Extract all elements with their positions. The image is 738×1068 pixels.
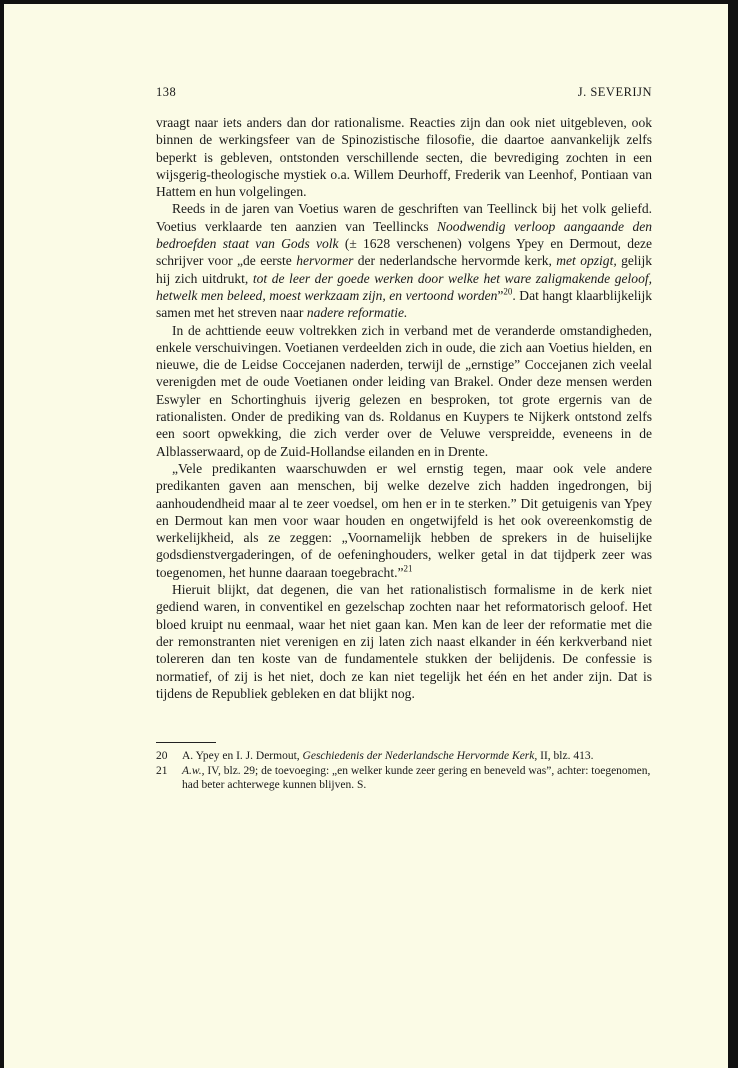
body-text xyxy=(156,114,652,702)
footnote-21: 21 A.w., IV, blz. 29; de toevoeging: „en welker kunde zeer gering en beneveld was”, achter: toegenomen, had beter achterwege kunnen blijven. S. xyxy=(156,764,651,792)
paragraph-2: Reeds in de jaren van Voetius waren de geschriften van Teellinck bij het volk geliefd. Voetius verklaarde ten aanzien van Teellincks Noodwendig verloop aangaande den bedroefden staat van Gods volk (± 1628 verschenen) volgens Ypey en Dermout, deze schrijver voor „de eerste hervormer der nederlandsche hervormde kerk, met opzigt, gelijk hij zich uitdrukt, tot de leer der goede werken door welke het ware zaligmakende geloof, hetwelk men beleed, moest werkzaam zijn, en vertoond worden”$^{20}$. Dat hangt klaarblijkelijk samen met het streven naar nadere reformatie. xyxy=(156,201,653,321)
paragraph-4: „Vele predikanten waarschuwden er wel ernstig tegen, maar ook vele andere predikanten gaven aan menschen, bij welke dezelve zich hadden ingedrongen, bij aanhoudendheid maar al te zeer voedsel, om hen er in te sterken.” Dit getuigenis van Ypey en Dermout kan men voor waar houden en ongetwijfeld is het ook overeenkomstig de werkelijkheid, als ze zeggen: „Voornamelijk hebben de sprekers in de huiselijke godsdienstvergaderingen, of de oefeninghouders, welker getal in dat tijdperk zeer was toegenomen, het hunne daaraan toegebracht.”$^{21}$ xyxy=(156,460,652,580)
page-border-right xyxy=(728,0,738,1068)
running-title: J. SEVERIJN xyxy=(577,85,652,99)
footnote-ref-20: 20 xyxy=(503,286,513,297)
paragraph-3: In de achttiende eeuw voltrekken zich in verband met de veranderde omstandigheden, enkele verschuivingen. Voetianen verdeelden zich in oude, die zich aan Voetius hielden, en nieuwe, die de Leidse Coccejanen naderden, terwijl de „ernstige” Coccejanen zich veelal verenigden met de oude Voetianen onder leiding van Brakel. Onder deze mensen werden Eswyler en Schortinghuis ijverig gelezen en besproken, tot grote ergernis van de rationalisten. Onder de prediking van ds. Roldanus en Kuypers te Nijkerk ontstond zelfs een soort opwekking, die zich verder over de Veluwe verspreidde, eveneens in de Alblasserwaard, op de Zuid-Hollandse eilanden en in Drente. xyxy=(156,322,652,459)
paragraph-1: vraagt naar iets anders dan dor rationalisme. Reacties zijn dan ook niet uitgebleven, ook binnen de werkingsfeer van de Spinozistische filosofie, die daartoe aanvankelijk zelfs beperkt is gebleven, ontstonden verschillende secten, die bevrediging zochten in een wijsgerig-theologische mystiek o.a. Willem Deurhoff, Frederik van Leenhof, Pontiaan van Hattem en hun volgelingen. xyxy=(156,115,652,200)
footnotes xyxy=(156,742,652,793)
paragraph-5: Hieruit blijkt, dat degenen, die van het rationalistisch formalisme in de kerk niet gediend waren, in conventikel en gezelschap zochten naar het reformatorisch geloof. Het bloed kruipt nu eenmaal, waar het niet gaan kan. Men kan de leer der reformatie met die der remonstranten niet verenigen en zij laten zich naast elkander in één kerkverband niet tolereren dan ten koste van de fundamentele stukken der belijdenis. De confessie is normatief, of zij is het niet, doch ze kan niet tegelijk het één en het ander zijn. Dat is tijdens de Republiek gebleken en dat blijkt nog. xyxy=(156,582,652,701)
running-head xyxy=(156,84,652,100)
page-border-top xyxy=(0,0,738,4)
footnote-ref-21: 21 xyxy=(403,563,413,574)
italic-quotation: tot de leer der goede werken door welke het ware zaligmakende geloof, hetwelk men beleed, moest werkzaam zijn, en vertoond worden xyxy=(156,270,653,303)
italic-title-noodwendig: Noodwendig verloop aangaande den bedroefden staat van Gods volk xyxy=(156,218,652,252)
page-border-left xyxy=(0,0,4,1068)
page-number: 138 xyxy=(156,85,177,99)
footnote-rule xyxy=(156,742,216,743)
book-page xyxy=(156,84,652,793)
footnote-20: 20 A. Ypey en I. J. Dermout, Geschiedenis der Nederlandsche Hervormde Kerk, II, blz. 413. xyxy=(156,750,594,763)
